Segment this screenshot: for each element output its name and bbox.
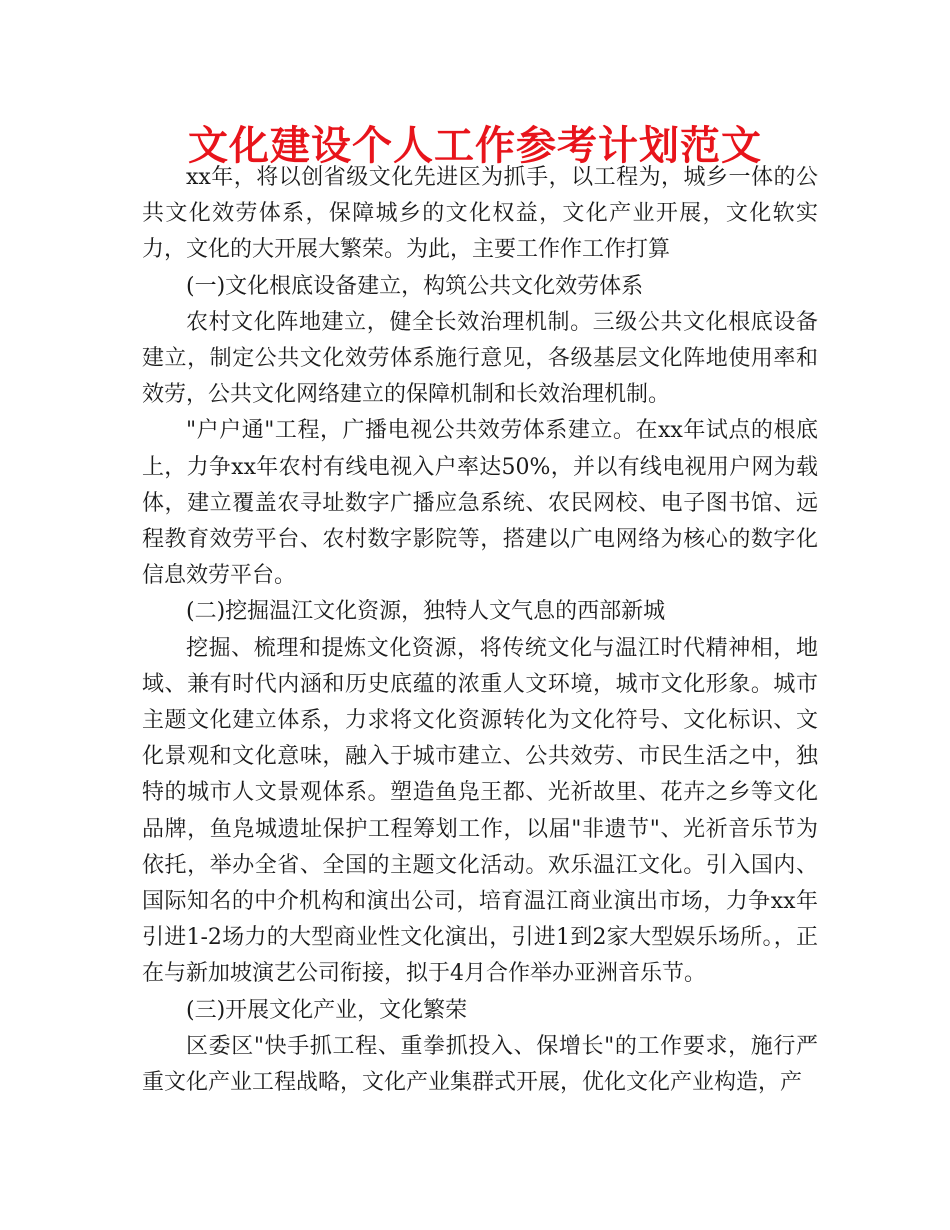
section-heading: (三)开展文化产业，文化繁荣 <box>186 997 468 1023</box>
document-title: 文化建设个人工作参考计划范文 <box>188 123 762 169</box>
paragraph: xx年，将以创省级文化先进区为抓手，以工程为，城乡一体的公共文化效劳体系，保障城乡的文化权益，文化产业开展，文化软实力，文化的大开展大繁荣。为此，主要工作作工作打算 <box>142 165 818 263</box>
paragraph: 农村文化阵地建立，健全长效治理机制。三级公共文化根底设备建立，制定公共文化效劳体系施行意见，各级基层文化阵地使用率和效劳，公共文化网络建立的保障机制和长效治理机制。 <box>142 309 818 408</box>
section-heading: (一)文化根底设备建立，构筑公共文化效劳体系 <box>186 273 644 299</box>
paragraph: 挖掘、梳理和提炼文化资源，将传统文化与温江时代精神相，地域、兼有时代内涵和历史底蕴的浓重人文环境，城市文化形象。城市主题文化建立体系，力求将文化资源转化为文化符号、文化标识、文化景观和文化意味，融入于城市建立、公共效劳、市民生活之中，独特的城市人文景观体系。塑造鱼凫王都、光祈故里、花卉之乡等文化品牌，鱼凫城遗址保护工程筹划工作，以届"非遗节"、光祈音乐节为依托，举办全省、全国的主题文化活动。欢乐温江文化。引入国内、国际知名的中介机构和演出公司，培育温江商业演出市场，力争xx年引进1-2场力的大型商业性文化演出，引进1到2家大型娱乐场所。，正在与新加坡演艺公司衔接，拟于4月合作举办亚洲音乐节。 <box>142 635 818 987</box>
document-body <box>142 160 818 1101</box>
section-heading: (二)挖掘温江文化资源，独特人文气息的西部新城 <box>186 599 666 625</box>
paragraph: 区委区"快手抓工程、重拳抓投入、保增长"的工作要求，施行严重文化产业工程战略，文化产业集群式开展，优化文化产业构造，产 <box>142 1033 818 1096</box>
paragraph: "户户通"工程，广播电视公共效劳体系建立。在xx年试点的根底上，力争xx年农村有线电视入户率达50%，并以有线电视用户网为载体，建立覆盖农寻址数字广播应急系统、农民网校、电子图书馆、远程教育效劳平台、农村数字影院等，搭建以广电网络为核心的数字化信息效劳平台。 <box>142 418 818 589</box>
